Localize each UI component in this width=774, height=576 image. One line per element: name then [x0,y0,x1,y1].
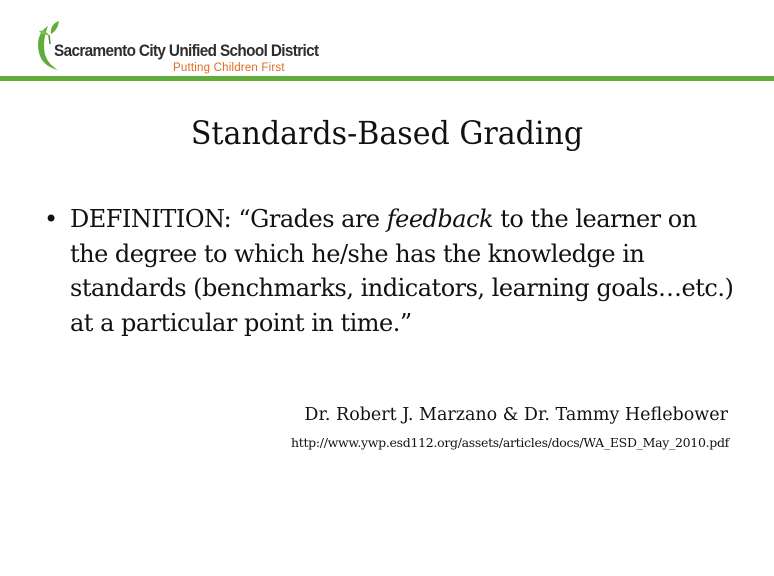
slide-header [0,0,774,84]
definition-suffix: to the learner on the degree to which he/she has the knowledge in standards (benchmarks, indicators, learning goals…etc.) at a particular point in time.” [70,205,734,337]
citation-authors: Dr. Robert J. Marzano & Dr. Tammy Heflebower [304,405,728,425]
slide-title: Standards-Based Grading [190,114,584,152]
definition-text [70,202,734,340]
definition-emphasis: feedback [386,205,494,233]
district-name: Sacramento City Unified School District [54,41,319,60]
district-tagline: Putting Children First [173,62,285,74]
header-divider [0,76,774,81]
definition-prefix: DEFINITION: “Grades are [70,205,387,233]
source-url: http://www.ywp.esd112.org/assets/articles/docs/WA_ESD_May_2010.pdf [290,435,729,450]
bullet-marker: • [44,205,59,233]
district-logo [34,20,319,80]
definition-bullet [44,202,734,340]
